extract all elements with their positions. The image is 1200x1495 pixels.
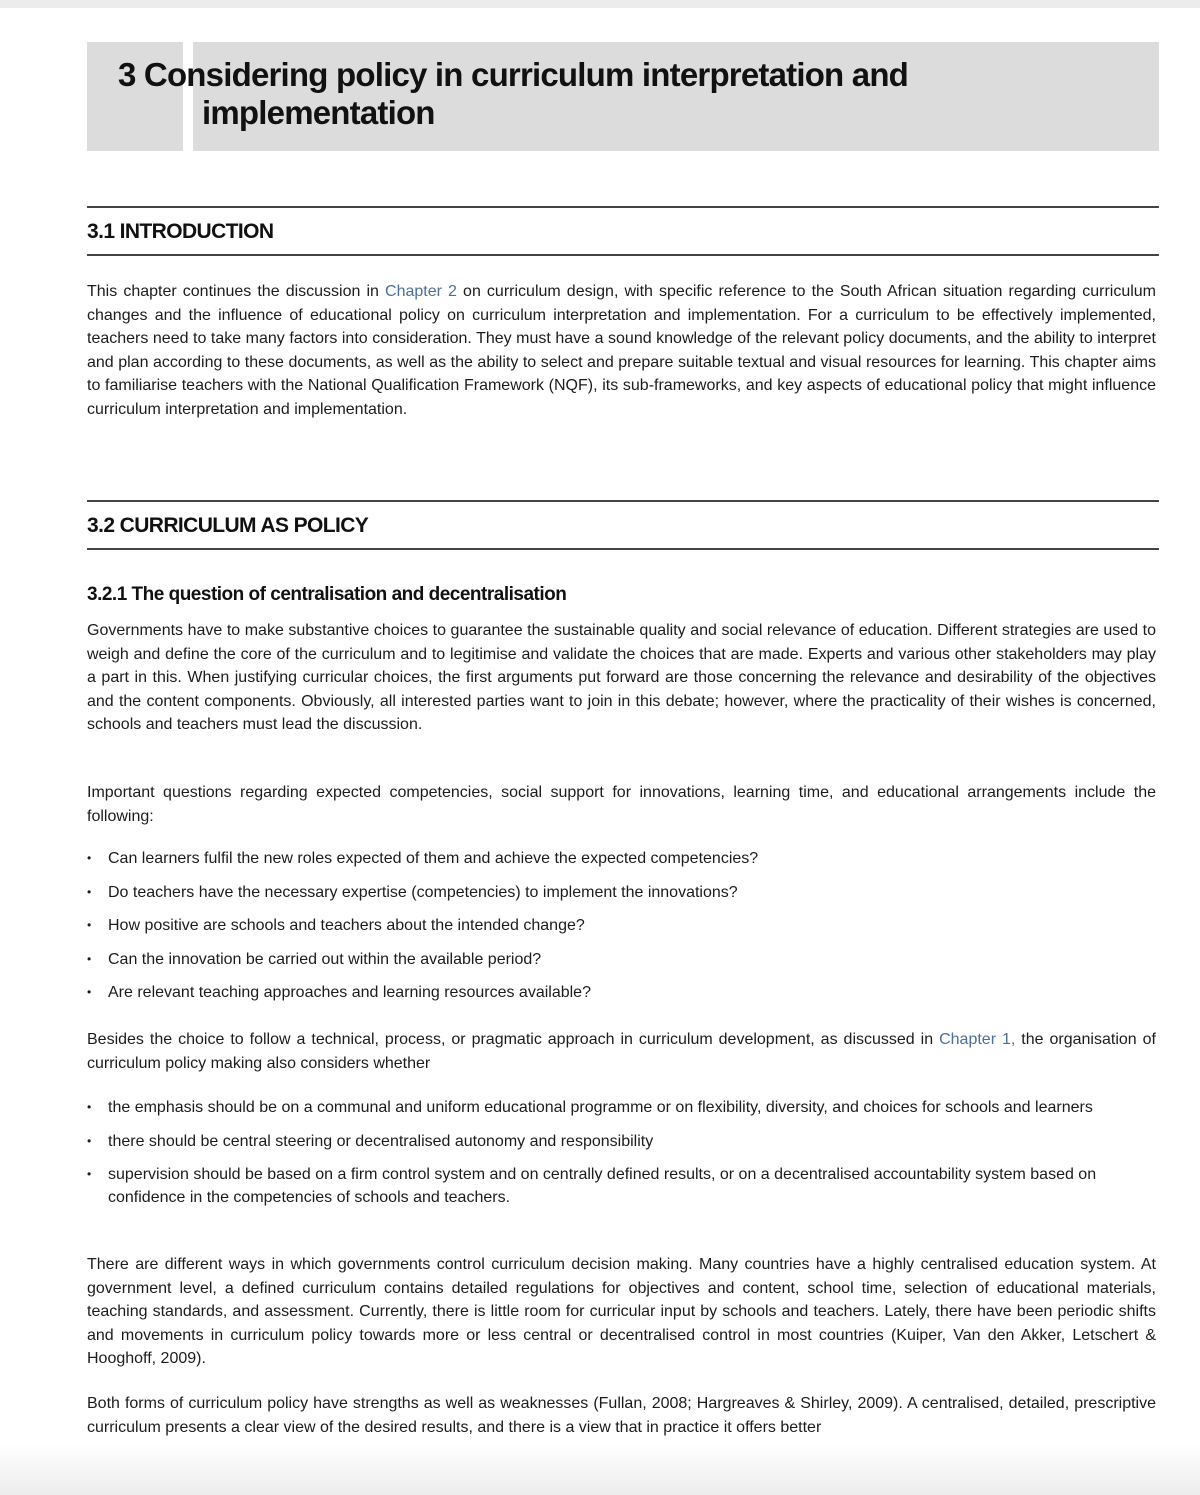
chapter-1-link[interactable]: Chapter 1, <box>939 1031 1016 1048</box>
chapter-title-line2: implementation <box>202 94 435 131</box>
list-item: • How positive are schools and teachers about the intended change? <box>87 914 1156 937</box>
paragraph-both-forms: Both forms of curriculum policy have strengths as well as weaknesses (Fullan, 2008; Hargreaves & Shirley, 2009). A centralised, detailed, prescriptive curriculum presents a clear view of the desired results, and there is a view that in practice it offers better <box>87 1395 1156 1436</box>
section-title: 3.1 INTRODUCTION <box>87 220 274 243</box>
intro-paragraph <box>87 280 1156 421</box>
section-title: 3.2 CURRICULUM AS POLICY <box>87 514 369 537</box>
list-item: • the emphasis should be on a communal and uniform educational programme or on flexibility, diversity, and choices for schools and learners <box>87 1096 1127 1119</box>
list-item: • Do teachers have the necessary expertise (competencies) to implement the innovations? <box>87 881 1156 904</box>
paragraph-besides <box>87 1028 1156 1075</box>
list-item: • Can the innovation be carried out within the available period? <box>87 948 1156 971</box>
list-item: • Are relevant teaching approaches and learning resources available? <box>87 981 1156 1004</box>
subsection-heading: 3.2.1 The question of centralisation and decentralisation <box>87 584 567 605</box>
paragraph-governments: Governments have to make substantive choices to guarantee the sustainable quality and social relevance of education. Different strategies are used to weigh and define the core of the curriculum and to legitimise and validate the choices that are made. Experts and various other stakeholders may play a part in this. When justifying curricular choices, the first arguments put forward are those concerning the relevance and desirability of the objectives and the content components. Obviously, all interested parties want to join in this debate; however, where the practicality of their wishes is concerned, schools and teachers must lead the discussion. <box>87 622 1156 733</box>
besides-text-start: Besides the choice to follow a technical, process, or pragmatic approach in curriculum development, as discussed in <box>87 1031 940 1048</box>
considerations-list <box>87 1096 1127 1220</box>
chapter-2-link[interactable]: Chapter 2 <box>385 283 457 300</box>
paragraph-important-questions: Important questions regarding expected competencies, social support for innovations, learning time, and educational arrangements include the following: <box>87 784 1156 825</box>
viewer-bottom-fade <box>0 1445 1200 1495</box>
chapter-title <box>118 56 978 132</box>
questions-list <box>87 847 1156 1015</box>
paragraph-different-ways: There are different ways in which governments control curriculum decision making. Many countries have a highly centralised education system. At government level, a defined curriculum contains detailed regulations for objectives and content, school time, selection of educational materials, teaching standards, and assessment. Currently, there is little room for curricular input by schools and teachers. Lately, there have been periodic shifts and movements in curriculum policy towards more or less central or decentralised control in most countries (Kuiper, Van den Akker, Letschert & Hooghoff, 2009). <box>87 1256 1156 1367</box>
list-item: • Can learners fulfil the new roles expected of them and achieve the expected competencies? <box>87 847 1156 870</box>
chapter-header <box>87 42 1159 151</box>
intro-text-end: on curriculum design, with specific reference to the South African situation regarding curriculum changes and the influence of educational policy on curriculum interpretation and implementation. For a curriculum to be effectively implemented, teachers need to take many factors into consideration. They must have a sound knowledge of the relevant policy documents, and the ability to interpret and plan according to these documents, as well as the ability to select and prepare suitable textual and visual resources for learning. This chapter aims to familiarise teachers with the National Qualification Framework (NQF), its sub-frameworks, and key aspects of educational policy that might influence curriculum interpretation and implementation. <box>87 283 1157 418</box>
list-item: • supervision should be based on a firm control system and on centrally defined results, or on a decentralised accountability system based on confidence in the competencies of schools and teachers. <box>87 1163 1127 1209</box>
list-item: • there should be central steering or decentralised autonomy and responsibility <box>87 1130 1127 1153</box>
section-heading-curriculum-as-policy <box>87 500 1159 550</box>
chapter-title-line1: 3 Considering policy in curriculum interpretation and <box>118 56 909 93</box>
besides-text-end: the organisation of curriculum policy making also considers whether <box>87 1031 1156 1072</box>
intro-text-start: This chapter continues the discussion in <box>87 283 386 300</box>
viewer-top-strip <box>0 0 1200 8</box>
section-heading-introduction <box>87 206 1159 256</box>
